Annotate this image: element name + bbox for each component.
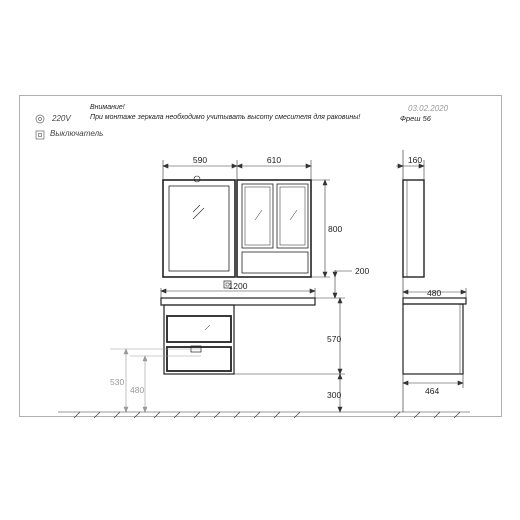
- product-label: Фреш 56: [400, 114, 431, 123]
- front-view: [161, 176, 315, 374]
- floor-hatch: [174, 412, 180, 418]
- legend-symbols: [36, 115, 44, 139]
- floor-hatch: [94, 412, 100, 418]
- vanity-side: [403, 304, 463, 374]
- floor-hatch: [254, 412, 260, 418]
- arrow: [124, 349, 147, 412]
- socket-label: 220V: [52, 114, 71, 123]
- floor-hatch: [414, 412, 420, 418]
- floor-hatch: [154, 412, 160, 418]
- vanity-upper-drawer: [167, 316, 231, 342]
- dim-top-depth: 160: [407, 155, 423, 165]
- dim-total-width: 1200: [228, 281, 248, 291]
- drawing-frame: [20, 96, 502, 417]
- date-label: 03.02.2020: [408, 104, 449, 113]
- countertop-side: [403, 298, 466, 304]
- dim-mirror-width: 590: [192, 155, 208, 165]
- mirror-glare: [193, 205, 200, 212]
- door-glare: [290, 210, 297, 220]
- floor-hatch: [74, 412, 80, 418]
- cabinet-side: [403, 180, 424, 277]
- dim-cabinet-height: 800: [328, 224, 343, 234]
- warning-title: Внимание!: [90, 104, 125, 111]
- dim-floor-height: 300: [327, 390, 342, 400]
- door-glare: [255, 210, 262, 220]
- mirror-inner: [169, 186, 229, 271]
- warning-text: При монтаже зеркала необходимо учитывать высоту смесителя для раковины!: [90, 114, 361, 121]
- dim-depth-480: 480: [427, 288, 442, 298]
- floor-hatch: [134, 412, 140, 418]
- vanity-lower-drawer: [167, 347, 231, 371]
- side-dimensions: [396, 160, 466, 388]
- floor-hatch: [194, 412, 200, 418]
- floor-hatch: [434, 412, 440, 418]
- floor-hatch: [234, 412, 240, 418]
- switch-label: Выключатель: [50, 129, 104, 138]
- floor: [58, 412, 470, 418]
- floor-hatch: [394, 412, 400, 418]
- dim-gap: 200: [355, 266, 370, 276]
- dim-vanity-height: 570: [327, 334, 342, 344]
- side-view: [403, 150, 466, 412]
- socket-icon: [36, 115, 44, 123]
- dim-side-480: 480: [130, 385, 145, 395]
- floor-hatch: [274, 412, 280, 418]
- mirror-outer: [163, 180, 235, 277]
- floor-hatch: [214, 412, 220, 418]
- switch-legend-icon-inner: [39, 134, 42, 137]
- dim-side-530: 530: [110, 377, 125, 387]
- socket-icon-inner: [39, 118, 42, 121]
- mirror-glare: [193, 208, 204, 219]
- floor-hatch: [454, 412, 460, 418]
- cabinet-shelf: [242, 252, 308, 273]
- switch-legend-icon: [36, 131, 44, 139]
- drawer-glare: [205, 325, 210, 330]
- dim-cabinet-width: 610: [266, 155, 282, 165]
- countertop: [161, 298, 315, 305]
- dim-depth-464: 464: [425, 386, 440, 396]
- floor-hatch: [294, 412, 300, 418]
- light-icon: [194, 176, 200, 182]
- cabinet-outer: [237, 180, 311, 277]
- floor-hatch: [114, 412, 120, 418]
